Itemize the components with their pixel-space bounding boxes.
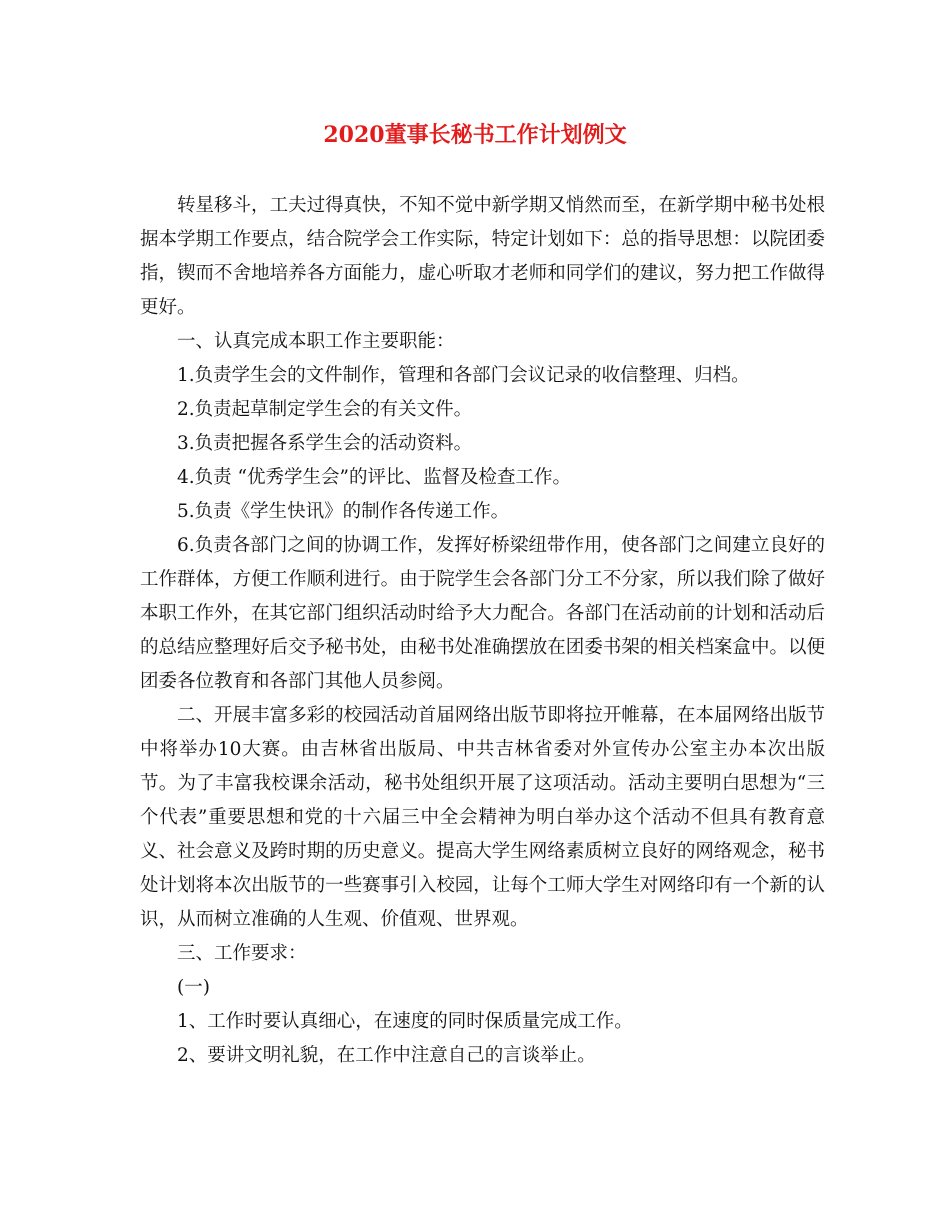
section-heading-1: 一、认真完成本职工作主要职能： <box>177 331 455 352</box>
document-title: 2020董事长秘书工作计划例文 <box>323 122 627 148</box>
list-item-5: 5.负责《学生快讯》的制作各传递工作。 <box>177 501 510 522</box>
requirement-item-1: 1、工作时要认真细心，在速度的同时保质量完成工作。 <box>177 1011 633 1032</box>
list-item-1: 1.负责学生会的文件制作，管理和各部门会议记录的收信整理、归档。 <box>177 365 750 386</box>
document-body <box>140 189 825 1073</box>
requirement-item-2: 2、要讲文明礼貌，在工作中注意自己的言谈举止。 <box>177 1045 596 1066</box>
list-item-6: 6.负责各部门之间的协调工作，发挥好桥梁纽带作用，使各部门之间建立良好的工作群体，方便工作顺利进行。由于院学生会各部门分工不分家，所以我们除了做好本职工作外，在其它部门组织活动时给予大力配合。各部门在活动前的计划和活动后的总结应整理好后交予秘书处，由秘书处准确摆放在团委书架的相关档案盒中。以便团委各位教育和各部门其他人员参阅。 <box>140 535 825 692</box>
list-item-2: 2.负责起草制定学生会的有关文件。 <box>177 399 473 420</box>
list-item-3: 3.负责把握各系学生会的活动资料。 <box>177 433 473 454</box>
section-heading-3: 三、工作要求： <box>177 943 307 964</box>
list-item-4: 4.负责 “优秀学生会”的评比、监督及检查工作。 <box>177 467 571 488</box>
section-paragraph-2: 二、开展丰富多彩的校园活动首届网络出版节即将拉开帷幕，在本届网络出版节中将举办10大赛。由吉林省出版局、中共吉林省委对外宣传办公室主办本次出版节。为了丰富我校课余活动，秘书处组织开展了这项活动。活动主要明白思想为“三个代表”重要思想和党的十六届三中全会精神为明白举办这个活动不但具有教育意义、社会意义及跨时期的历史意义。提高大学生网络素质树立良好的网络观念，秘书处计划将本次出版节的一些赛事引入校园，让每个工师大学生对网络印有一个新的认识，从而树立准确的人生观、价值观、世界观。 <box>140 705 825 930</box>
subsection-marker: (一) <box>177 977 210 998</box>
intro-paragraph: 转星移斗，工夫过得真快，不知不觉中新学期又悄然而至，在新学期中秘书处根据本学期工作要点，结合院学会工作实际，特定计划如下：总的指导思想：以院团委指，锲而不舍地培养各方面能力，虚心听取才老师和同学们的建议，努力把工作做得更好。 <box>140 195 825 318</box>
